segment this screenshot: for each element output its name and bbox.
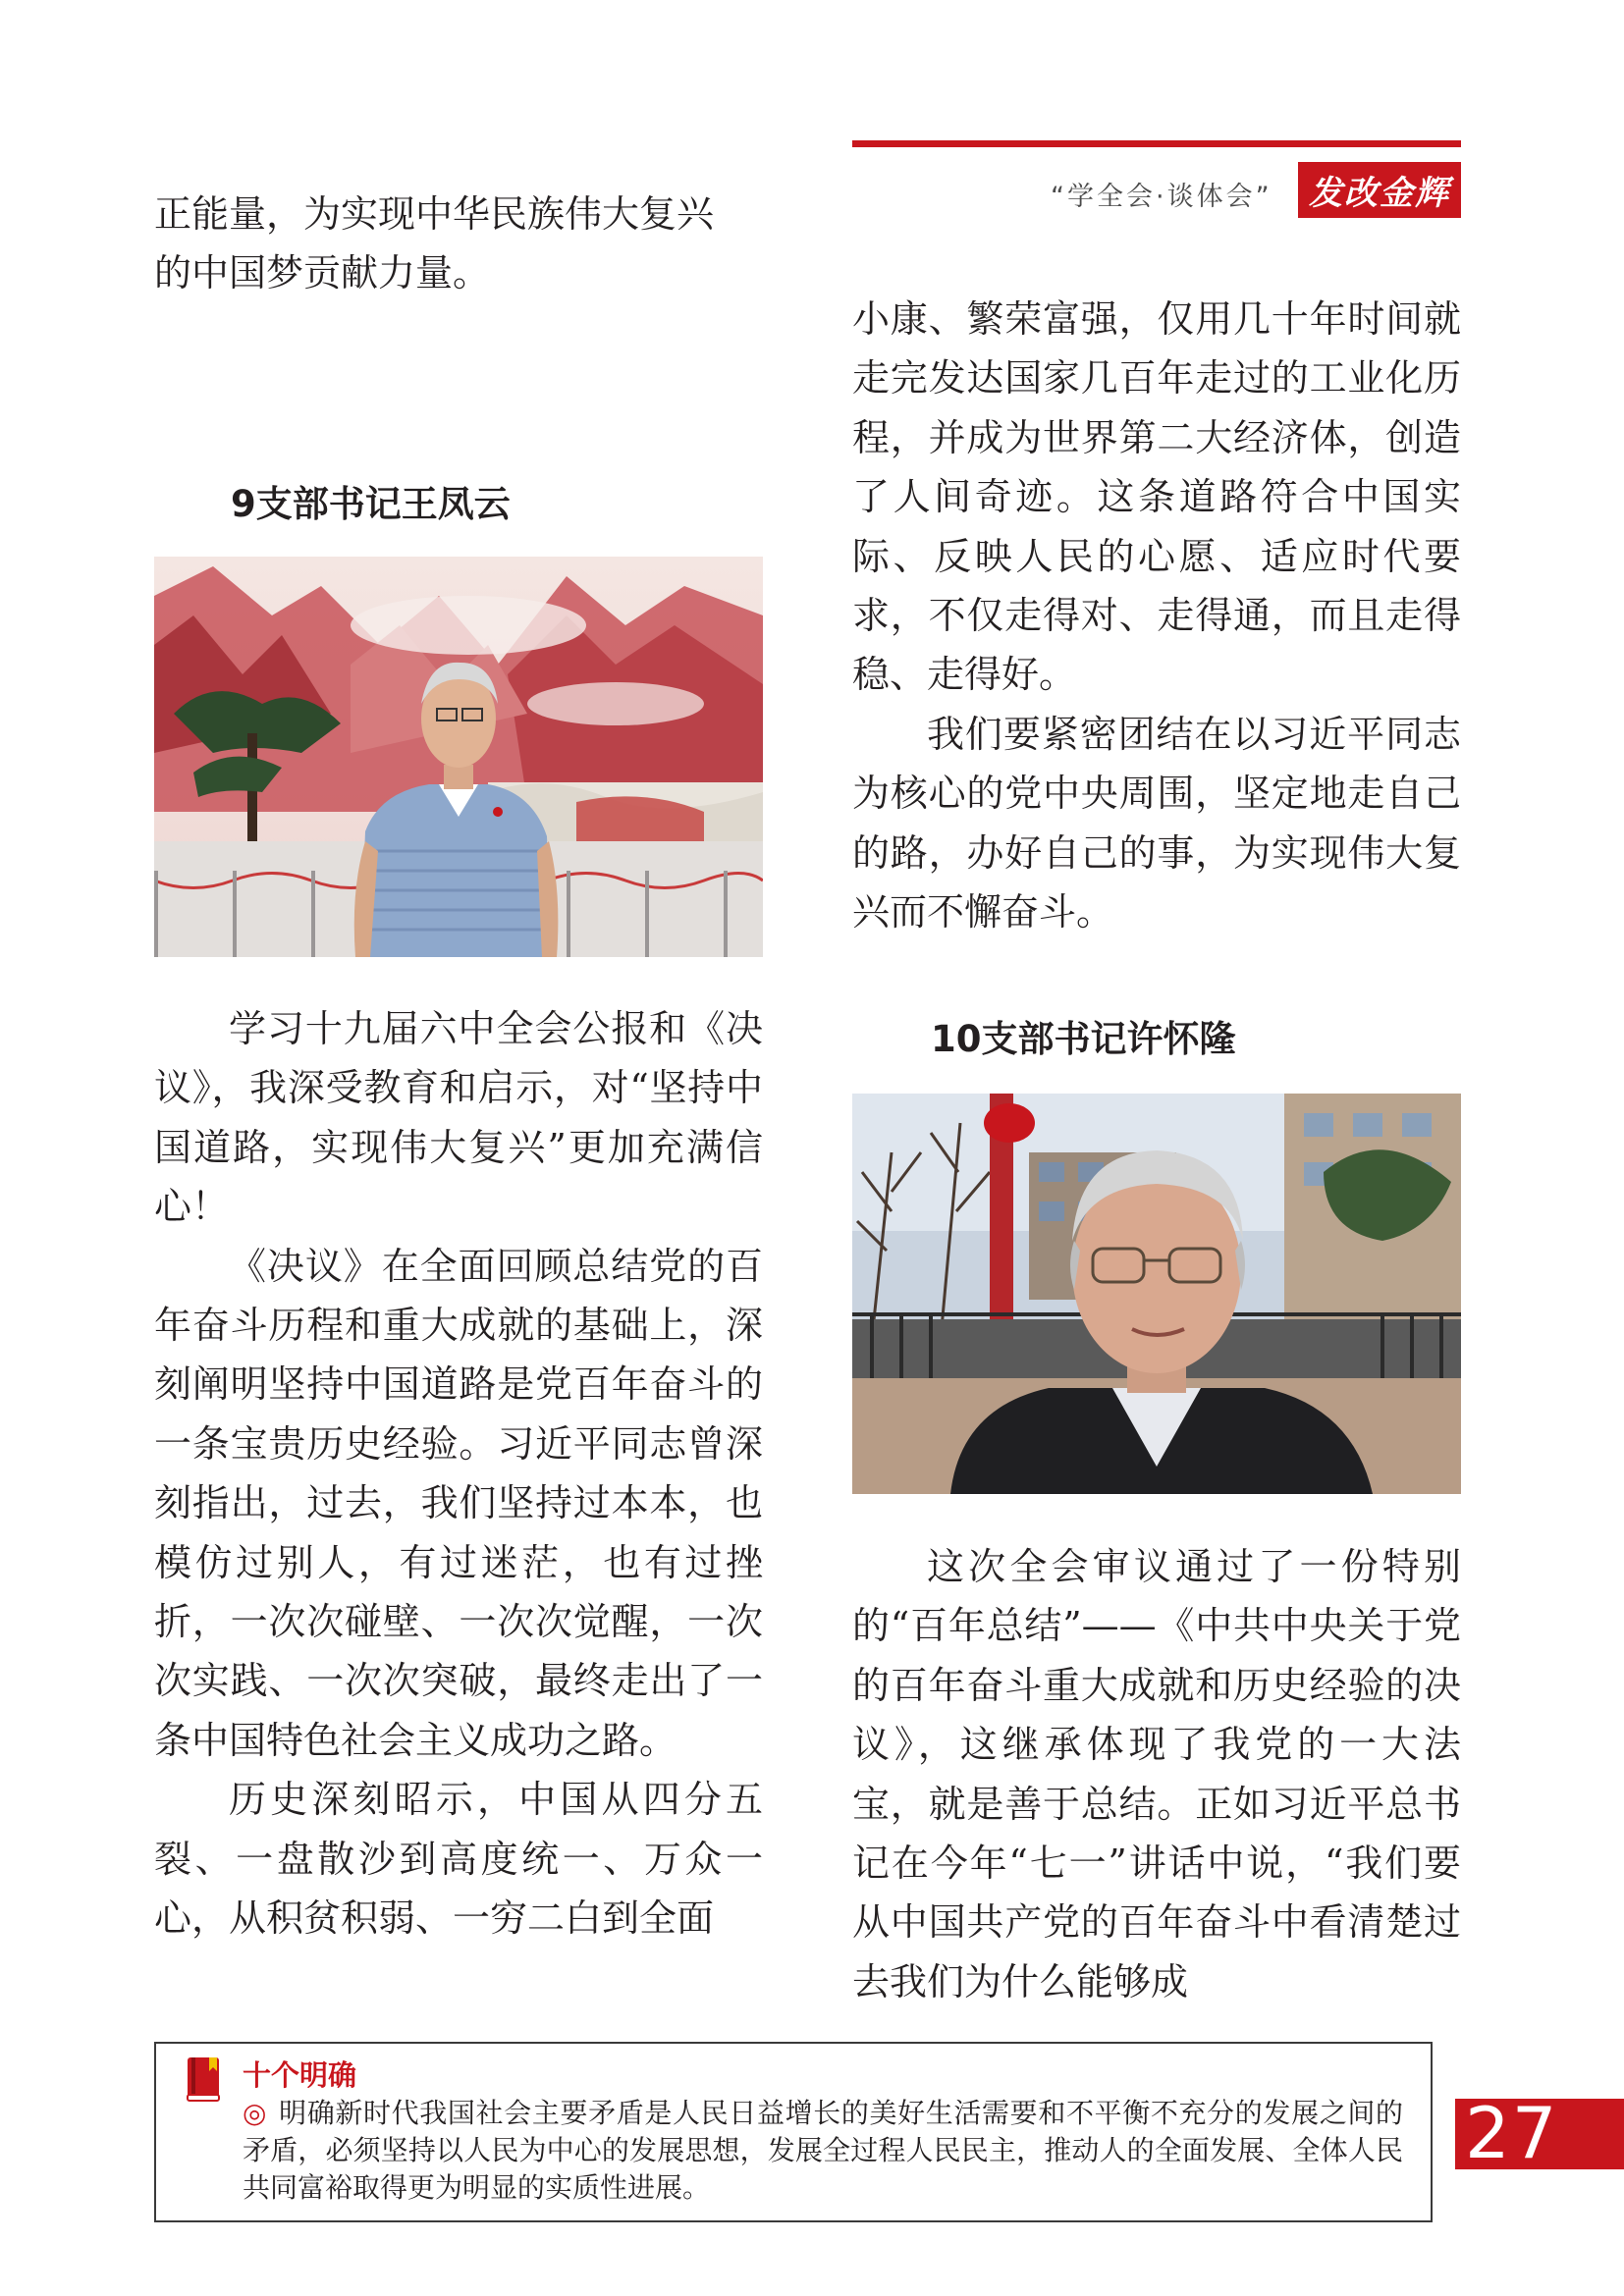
sidebar-box — [154, 2042, 1433, 2222]
left-paragraph-1: 学习十九届六中全会公报和《决议》，我深受教育和启示，对“坚持中国道路，实现伟大复兴”更加充满信心！ — [154, 1007, 763, 1229]
right-paragraph-3: 这次全会审议通过了一份特别的“百年总结”——《中共中央关于党的百年奋斗重大成就和历史经验的决议》，这继承体现了我党的一大法宝，就是善于总结。正如习近平总书记在今年“七一”讲话中说，“我们要从中国共产党的百年奋斗中看清楚过去我们为什么能够成 — [852, 1545, 1461, 2003]
right-paragraph-1: 小康、繁荣富强，仅用几十年时间就走完发达国家几百年走过的工业化历程，并成为世界第二大经济体，创造了人间奇迹。这条道路符合中国实际、反映人民的心愿、适应时代要求，不仅走得对、走得通，而且走得稳、走得好。 — [852, 297, 1461, 697]
right-bottom — [852, 1537, 1461, 2011]
photo-wang-fengyun — [154, 557, 763, 957]
photo-xu-huailong — [852, 1094, 1461, 1494]
brand-logo: 发改金辉 — [1298, 162, 1461, 218]
intro-line-2: 的中国梦贡献力量。 — [154, 251, 491, 295]
page-number: 27 — [1465, 2092, 1559, 2174]
heading-xu-huailong: 10支部书记许怀隆 — [931, 1018, 1236, 1060]
left-body — [154, 999, 763, 1949]
sidebar-text-block — [243, 2095, 1403, 2207]
header-rule — [852, 140, 1461, 147]
left-intro — [154, 185, 763, 303]
sidebar-text: 明确新时代我国社会主要矛盾是人民日益增长的美好生活需要和不平衡不充分的发展之间的矛盾，必须坚持以人民为中心的发展思想，发展全过程人民民主，推动人的全面发展、全体人民共同富裕取得更为明显的实质性进展。 — [243, 2097, 1403, 2204]
right-paragraph-2: 我们要紧密团结在以习近平同志为核心的党中央周围，坚定地走自己的路，办好自己的事，为实现伟大复兴而不懈奋斗。 — [852, 712, 1461, 934]
intro-line-1: 正能量，为实现中华民族伟大复兴 — [154, 192, 715, 236]
left-paragraph-3: 历史深刻昭示，中国从四分五裂、一盘散沙到高度统一、万众一心，从积贫积弱、一穷二白到全面 — [154, 1778, 763, 1941]
left-paragraph-2: 《决议》在全面回顾总结党的百年奋斗历程和重大成就的基础上，深刻阐明坚持中国道路是党百年奋斗的一条宝贵历史经验。习近平同志曾深刻指出，过去，我们坚持过本本，也模仿过别人，有过迷茫，也有过挫折，一次次碰壁、一次次觉醒，一次次实践、一次次突破，最终走出了一条中国特色社会主义成功之路。 — [154, 1244, 763, 1762]
book-icon — [184, 2056, 223, 2107]
sidebar-mark: ◎ — [243, 2097, 268, 2129]
heading-wang-fengyun: 9支部书记王凤云 — [231, 483, 511, 525]
sidebar-title: 十个明确 — [243, 2058, 357, 2092]
header-slogan: “学全会·谈体会” — [1051, 182, 1272, 212]
right-top — [852, 290, 1461, 941]
